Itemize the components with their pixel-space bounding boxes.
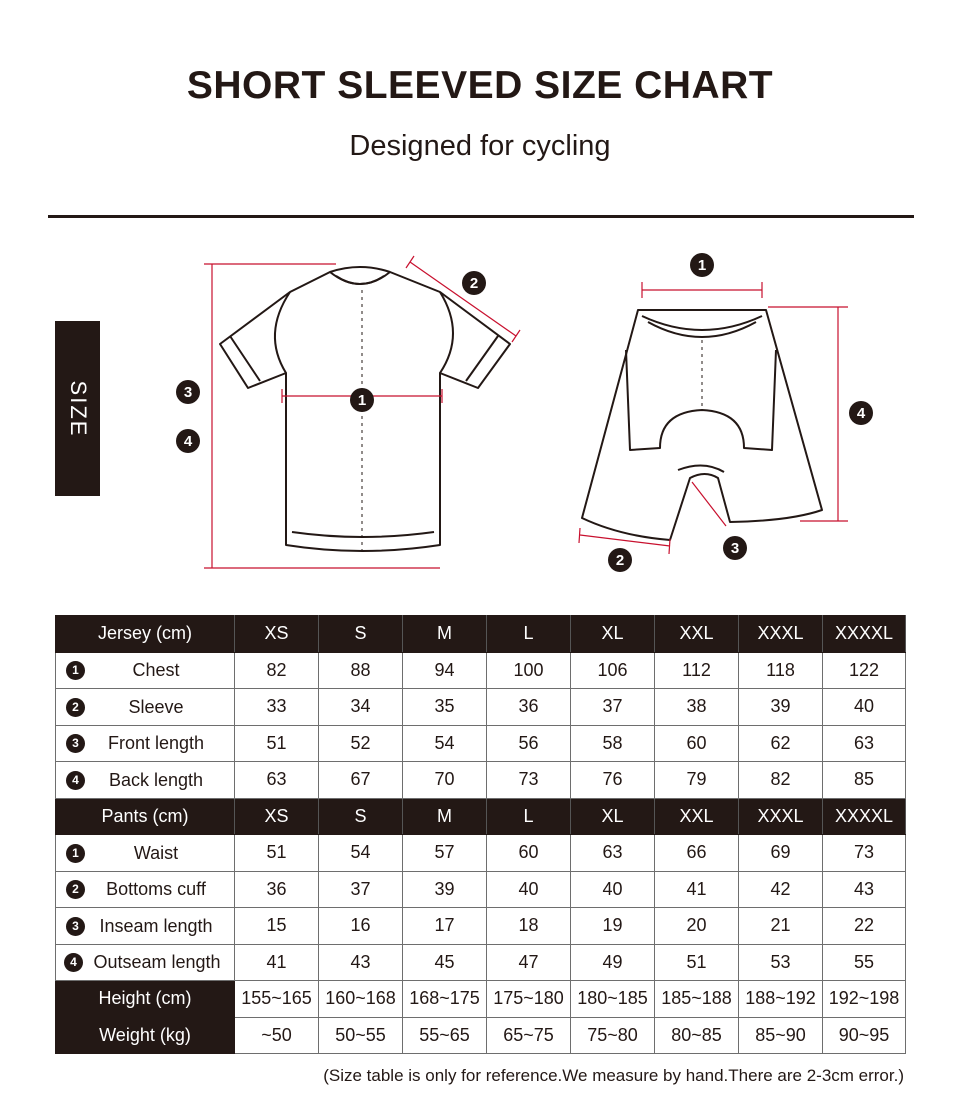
measure-name: Waist [133, 842, 179, 863]
svg-text:4: 4 [856, 405, 866, 422]
measure-name: Front length [107, 733, 205, 754]
weight-label: Weight (kg) [56, 1017, 235, 1054]
size-col-header: XXXL [739, 616, 823, 653]
weight-row [56, 1017, 906, 1054]
table-cell: 39 [403, 871, 487, 908]
table-cell: 57 [403, 835, 487, 872]
table-row [56, 762, 906, 799]
page-title: SHORT SLEEVED SIZE CHART [186, 64, 774, 107]
number-badge: 1 [66, 844, 85, 863]
table-cell: 52 [319, 725, 403, 762]
number-badge: 2 [66, 698, 85, 717]
size-col-header: XS [235, 616, 319, 653]
table-cell: 60 [487, 835, 571, 872]
table-cell: 41 [655, 871, 739, 908]
shorts-illustration [582, 310, 822, 540]
table-cell: 18 [487, 908, 571, 945]
table-cell: 35 [403, 689, 487, 726]
disclaimer-note: (Size table is only for reference.We measure by hand.There are 2-3cm error.) [323, 1066, 904, 1085]
shorts-marker-4 [849, 401, 873, 425]
table-cell: 90~95 [823, 1017, 906, 1054]
number-badge: 4 [64, 953, 83, 972]
table-cell: 55~65 [403, 1017, 487, 1054]
table-cell: 33 [235, 689, 319, 726]
table-cell: 63 [823, 725, 906, 762]
table-cell: 22 [823, 908, 906, 945]
table-cell: 43 [319, 944, 403, 981]
table-cell: 17 [403, 908, 487, 945]
jersey-marker-2 [462, 271, 486, 295]
table-cell: 37 [571, 689, 655, 726]
table-cell: 192~198 [823, 981, 906, 1018]
height-row [56, 981, 906, 1018]
svg-text:2: 2 [469, 275, 479, 292]
table-cell: 80~85 [655, 1017, 739, 1054]
table-cell: 42 [739, 871, 823, 908]
number-badge: 4 [66, 771, 85, 790]
row-label [56, 725, 235, 762]
table-cell: 62 [739, 725, 823, 762]
table-cell: 16 [319, 908, 403, 945]
table-cell: 168~175 [403, 981, 487, 1018]
measure-name: Inseam length [99, 915, 213, 936]
svg-text:1: 1 [357, 392, 367, 409]
table-cell: 106 [571, 652, 655, 689]
table-row [56, 725, 906, 762]
table-cell: 160~168 [319, 981, 403, 1018]
size-col-header: S [319, 616, 403, 653]
table-cell: 79 [655, 762, 739, 799]
table-cell: 70 [403, 762, 487, 799]
table-cell: 75~80 [571, 1017, 655, 1054]
table-cell: 39 [739, 689, 823, 726]
table-cell: 66 [655, 835, 739, 872]
svg-text:4: 4 [183, 433, 193, 450]
table-cell: 19 [571, 908, 655, 945]
table-cell: 40 [487, 871, 571, 908]
pants-header-row [56, 798, 906, 835]
size-col-header: XXXXL [823, 798, 906, 835]
table-cell: 51 [235, 725, 319, 762]
table-row [56, 652, 906, 689]
size-tab-label: SIZE [65, 380, 91, 437]
size-table [55, 615, 906, 1054]
table-cell: 50~55 [319, 1017, 403, 1054]
table-cell: 37 [319, 871, 403, 908]
table-cell: 122 [823, 652, 906, 689]
number-badge: 3 [66, 917, 85, 936]
table-cell: 20 [655, 908, 739, 945]
size-col-header: XS [235, 798, 319, 835]
table-cell: 175~180 [487, 981, 571, 1018]
table-cell: 118 [739, 652, 823, 689]
table-cell: 112 [655, 652, 739, 689]
jersey-marker-1 [350, 388, 374, 412]
table-cell: 21 [739, 908, 823, 945]
table-cell: 180~185 [571, 981, 655, 1018]
table-row [56, 871, 906, 908]
jersey-marker-3 [176, 380, 200, 404]
table-cell: 94 [403, 652, 487, 689]
table-cell: 36 [487, 689, 571, 726]
table-cell: 40 [823, 689, 906, 726]
row-label [56, 908, 235, 945]
size-col-header: L [487, 616, 571, 653]
svg-text:1: 1 [697, 257, 707, 274]
table-cell: 34 [319, 689, 403, 726]
pants-header-label: Pants (cm) [56, 798, 235, 835]
table-cell: 56 [487, 725, 571, 762]
row-label [56, 944, 235, 981]
table-cell: 40 [571, 871, 655, 908]
table-cell: ~50 [235, 1017, 319, 1054]
table-cell: 63 [235, 762, 319, 799]
table-cell: 43 [823, 871, 906, 908]
jersey-marker-4 [176, 429, 200, 453]
table-cell: 51 [235, 835, 319, 872]
number-badge: 2 [66, 880, 85, 899]
table-cell: 185~188 [655, 981, 739, 1018]
table-row [56, 835, 906, 872]
table-row [56, 944, 906, 981]
size-col-header: XXL [655, 798, 739, 835]
table-cell: 76 [571, 762, 655, 799]
shorts-marker-2 [608, 548, 632, 572]
size-col-header: S [319, 798, 403, 835]
table-row [56, 908, 906, 945]
table-cell: 82 [739, 762, 823, 799]
table-cell: 54 [319, 835, 403, 872]
table-cell: 73 [823, 835, 906, 872]
table-cell: 65~75 [487, 1017, 571, 1054]
number-badge: 1 [66, 661, 85, 680]
table-cell: 45 [403, 944, 487, 981]
row-label [56, 652, 235, 689]
table-cell: 73 [487, 762, 571, 799]
table-cell: 69 [739, 835, 823, 872]
table-cell: 88 [319, 652, 403, 689]
size-col-header: XXL [655, 616, 739, 653]
table-cell: 58 [571, 725, 655, 762]
table-cell: 54 [403, 725, 487, 762]
table-cell: 53 [739, 944, 823, 981]
table-cell: 85~90 [739, 1017, 823, 1054]
svg-text:3: 3 [183, 384, 193, 401]
table-cell: 55 [823, 944, 906, 981]
table-cell: 82 [235, 652, 319, 689]
table-cell: 47 [487, 944, 571, 981]
measure-name: Sleeve [128, 696, 184, 717]
height-label: Height (cm) [56, 981, 235, 1018]
size-col-header: L [487, 798, 571, 835]
row-label [56, 689, 235, 726]
size-col-header: M [403, 616, 487, 653]
table-cell: 41 [235, 944, 319, 981]
jersey-header-row [56, 616, 906, 653]
size-col-header: XL [571, 798, 655, 835]
table-cell: 188~192 [739, 981, 823, 1018]
row-label [56, 835, 235, 872]
table-cell: 15 [235, 908, 319, 945]
table-cell: 60 [655, 725, 739, 762]
svg-text:3: 3 [730, 540, 740, 557]
table-cell: 85 [823, 762, 906, 799]
measure-name: Bottoms cuff [106, 879, 206, 900]
measure-name: Chest [132, 660, 180, 681]
size-col-header: M [403, 798, 487, 835]
table-cell: 155~165 [235, 981, 319, 1018]
page-subtitle: Designed for cycling [349, 130, 611, 162]
table-cell: 49 [571, 944, 655, 981]
table-cell: 51 [655, 944, 739, 981]
table-cell: 63 [571, 835, 655, 872]
jersey-header-label: Jersey (cm) [56, 616, 235, 653]
row-label [56, 871, 235, 908]
size-col-header: XXXL [739, 798, 823, 835]
row-label [56, 762, 235, 799]
size-col-header: XL [571, 616, 655, 653]
shorts-marker-3 [723, 536, 747, 560]
shorts-marker-1 [690, 253, 714, 277]
table-cell: 67 [319, 762, 403, 799]
table-cell: 38 [655, 689, 739, 726]
svg-text:2: 2 [615, 552, 625, 569]
table-cell: 36 [235, 871, 319, 908]
size-col-header: XXXXL [823, 616, 906, 653]
number-badge: 3 [66, 734, 85, 753]
measure-name: Outseam length [93, 952, 221, 973]
measure-name: Back length [108, 769, 204, 790]
table-row [56, 689, 906, 726]
table-cell: 100 [487, 652, 571, 689]
